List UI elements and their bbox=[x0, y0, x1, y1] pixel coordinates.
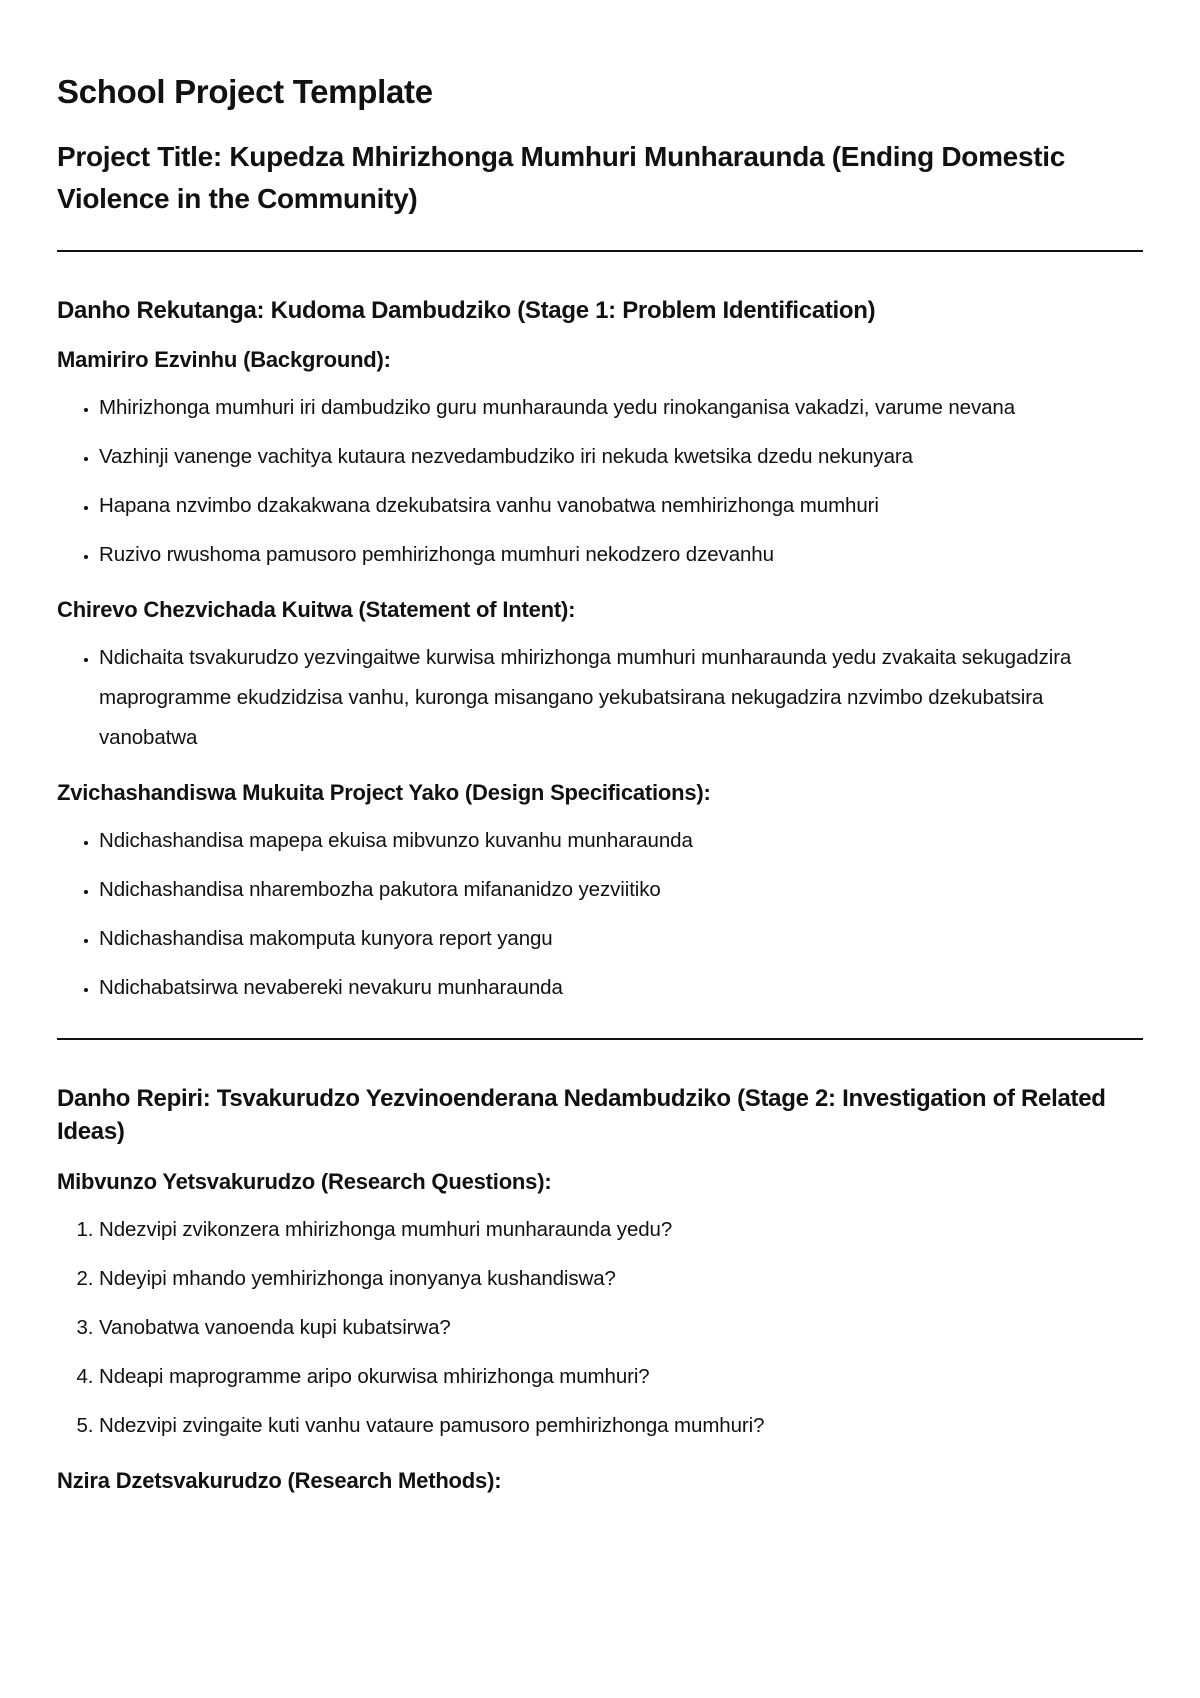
section-divider bbox=[57, 1038, 1143, 1040]
list-item: 2. Ndeyipi mhando yemhirizhonga inonyanya kushandiswa? bbox=[99, 1259, 1143, 1299]
methods-heading: Nzira Dzetsvakurudzo (Research Methods): bbox=[57, 1467, 502, 1493]
background-list bbox=[57, 388, 1143, 575]
design-heading: Zvichashandiswa Mukuita Project Yako (Design Specifications): bbox=[57, 779, 711, 805]
list-item: 1. Ndezvipi zvikonzera mhirizhonga mumhuri munharaunda yedu? bbox=[99, 1210, 1143, 1250]
list-item: • Ndichashandisa nharembozha pakutora mifananidzo yezviitiko bbox=[99, 870, 1143, 910]
intent-list bbox=[57, 638, 1143, 758]
section-divider bbox=[57, 250, 1143, 252]
questions-list bbox=[57, 1210, 1143, 1446]
document-title: School Project Template bbox=[57, 73, 433, 110]
intent-heading: Chirevo Chezvichada Kuitwa (Statement of Intent): bbox=[57, 596, 576, 622]
design-list bbox=[57, 821, 1143, 1008]
stage2-heading: Danho Repiri: Tsvakurudzo Yezvinoenderana Nedambudziko (Stage 2: Investigation of Related Ideas) bbox=[57, 1084, 1106, 1146]
background-heading: Mamiriro Ezvinhu (Background): bbox=[57, 347, 391, 373]
list-item: 4. Ndeapi maprogramme aripo okurwisa mhirizhonga mumhuri? bbox=[99, 1357, 1143, 1397]
list-item: • Vazhinji vanenge vachitya kutaura nezvedambudziko iri nekuda kwetsika dzedu nekunyara bbox=[99, 437, 1143, 477]
list-item: • Ndichabatsirwa nevabereki nevakuru munharaunda bbox=[99, 968, 1143, 1008]
list-item: • Ndichashandisa mapepa ekuisa mibvunzo kuvanhu munharaunda bbox=[99, 821, 1143, 861]
list-item: • Mhirizhonga mumhuri iri dambudziko guru munharaunda yedu rinokanganisa vakadzi, varume nevana bbox=[99, 388, 1143, 428]
list-item: 3. Vanobatwa vanoenda kupi kubatsirwa? bbox=[99, 1308, 1143, 1348]
list-item: • Ndichashandisa makomputa kunyora report yangu bbox=[99, 919, 1143, 959]
list-item: • Ruzivo rwushoma pamusoro pemhirizhonga mumhuri nekodzero dzevanhu bbox=[99, 535, 1143, 575]
questions-heading: Mibvunzo Yetsvakurudzo (Research Questions): bbox=[57, 1168, 552, 1194]
list-item: • Ndichaita tsvakurudzo yezvingaitwe kurwisa mhirizhonga mumhuri munharaunda yedu zvakaita sekugadzira maprogramme ekudzidzisa vanhu, kuronga misangano yekubatsirana nekugadzira nzvimbo dzekubatsira vanobatwa bbox=[99, 638, 1143, 758]
list-item: 5. Ndezvipi zvingaite kuti vanhu vataure pamusoro pemhirizhonga mumhuri? bbox=[99, 1406, 1143, 1446]
project-title: Project Title: Kupedza Mhirizhonga Mumhuri Munharaunda (Ending Domestic Violence in the Community) bbox=[57, 140, 1066, 214]
list-item: • Hapana nzvimbo dzakakwana dzekubatsira vanhu vanobatwa nemhirizhonga mumhuri bbox=[99, 486, 1143, 526]
stage1-heading: Danho Rekutanga: Kudoma Dambudziko (Stage 1: Problem Identification) bbox=[57, 296, 876, 324]
